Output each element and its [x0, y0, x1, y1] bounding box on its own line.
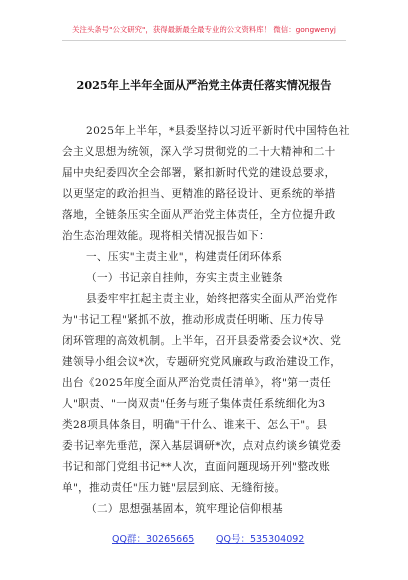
- body-line: 建领导小组会议*次，专题研究党风廉政与政治建设工作，: [62, 356, 342, 368]
- body-line: 闭环管理的高效机制。上半年，召开县委常委会议*次、党: [62, 335, 342, 347]
- subsection-heading: （一）书记亲自挂帅，夯实主责主业链条: [86, 272, 283, 284]
- body-line: 出台《2025年度全面从严治党责任清单》，将"第一责任: [62, 377, 332, 389]
- body-line: 为"书记工程"紧抓不放，推动形成责任明晰、压力传导: [62, 314, 325, 326]
- body-line: 2025年上半年，*县委坚持以习近平新时代中国特色社: [86, 125, 350, 137]
- body-line: 落地，全链条压实全面从严治党主体责任，全方位提升政: [62, 209, 336, 221]
- body-line: 以更坚定的政治担当、更精准的路径设计、更系统的举措: [62, 188, 336, 200]
- footer-qq-group[interactable]: QQ群：30265665: [112, 534, 195, 545]
- subsection-heading: （二）思想强基固本，筑牢理论信仰根基: [86, 503, 283, 515]
- header-notice: 关注头条号"公文研究"，获得最新最全最专业的公文资料库！ 微信：gongwenyj: [72, 25, 336, 34]
- body-line: 书记和部门党组书记**人次，直面问题现场开列"整改账: [62, 461, 331, 473]
- body-line: 委书记率先垂范，深入基层调研*次，点对点约谈乡镇党委: [62, 440, 342, 452]
- body-line: 类28项具体条目，明确"干什么、谁来干、怎么干"。县: [62, 419, 328, 431]
- footer-qq-number[interactable]: QQ号：535304092: [216, 534, 305, 545]
- document-title: 2025年上半年全面从严治党主体责任落实情况报告: [76, 78, 332, 92]
- body-line: 单"，推动责任"压力链"层层到底、无缝衔接。: [62, 482, 286, 494]
- body-line: 会主义思想为统领，深入学习贯彻党的二十大精神和二十: [62, 146, 336, 158]
- body-line: 治生态治理效能。现将相关情况报告如下：: [62, 230, 270, 242]
- body-line: 县委牢牢扛起主责主业，始终把落实全面从严治党作: [86, 293, 338, 305]
- body-line: 届中央纪委四次全会部署，紧扣新时代党的建设总要求，: [62, 167, 336, 179]
- body-line: 人"职责、"一岗双责"任务与班子集体责任系统细化为3: [62, 398, 326, 410]
- section-heading: 一、压实"主责主业"，构建责任闭环体系: [86, 251, 283, 263]
